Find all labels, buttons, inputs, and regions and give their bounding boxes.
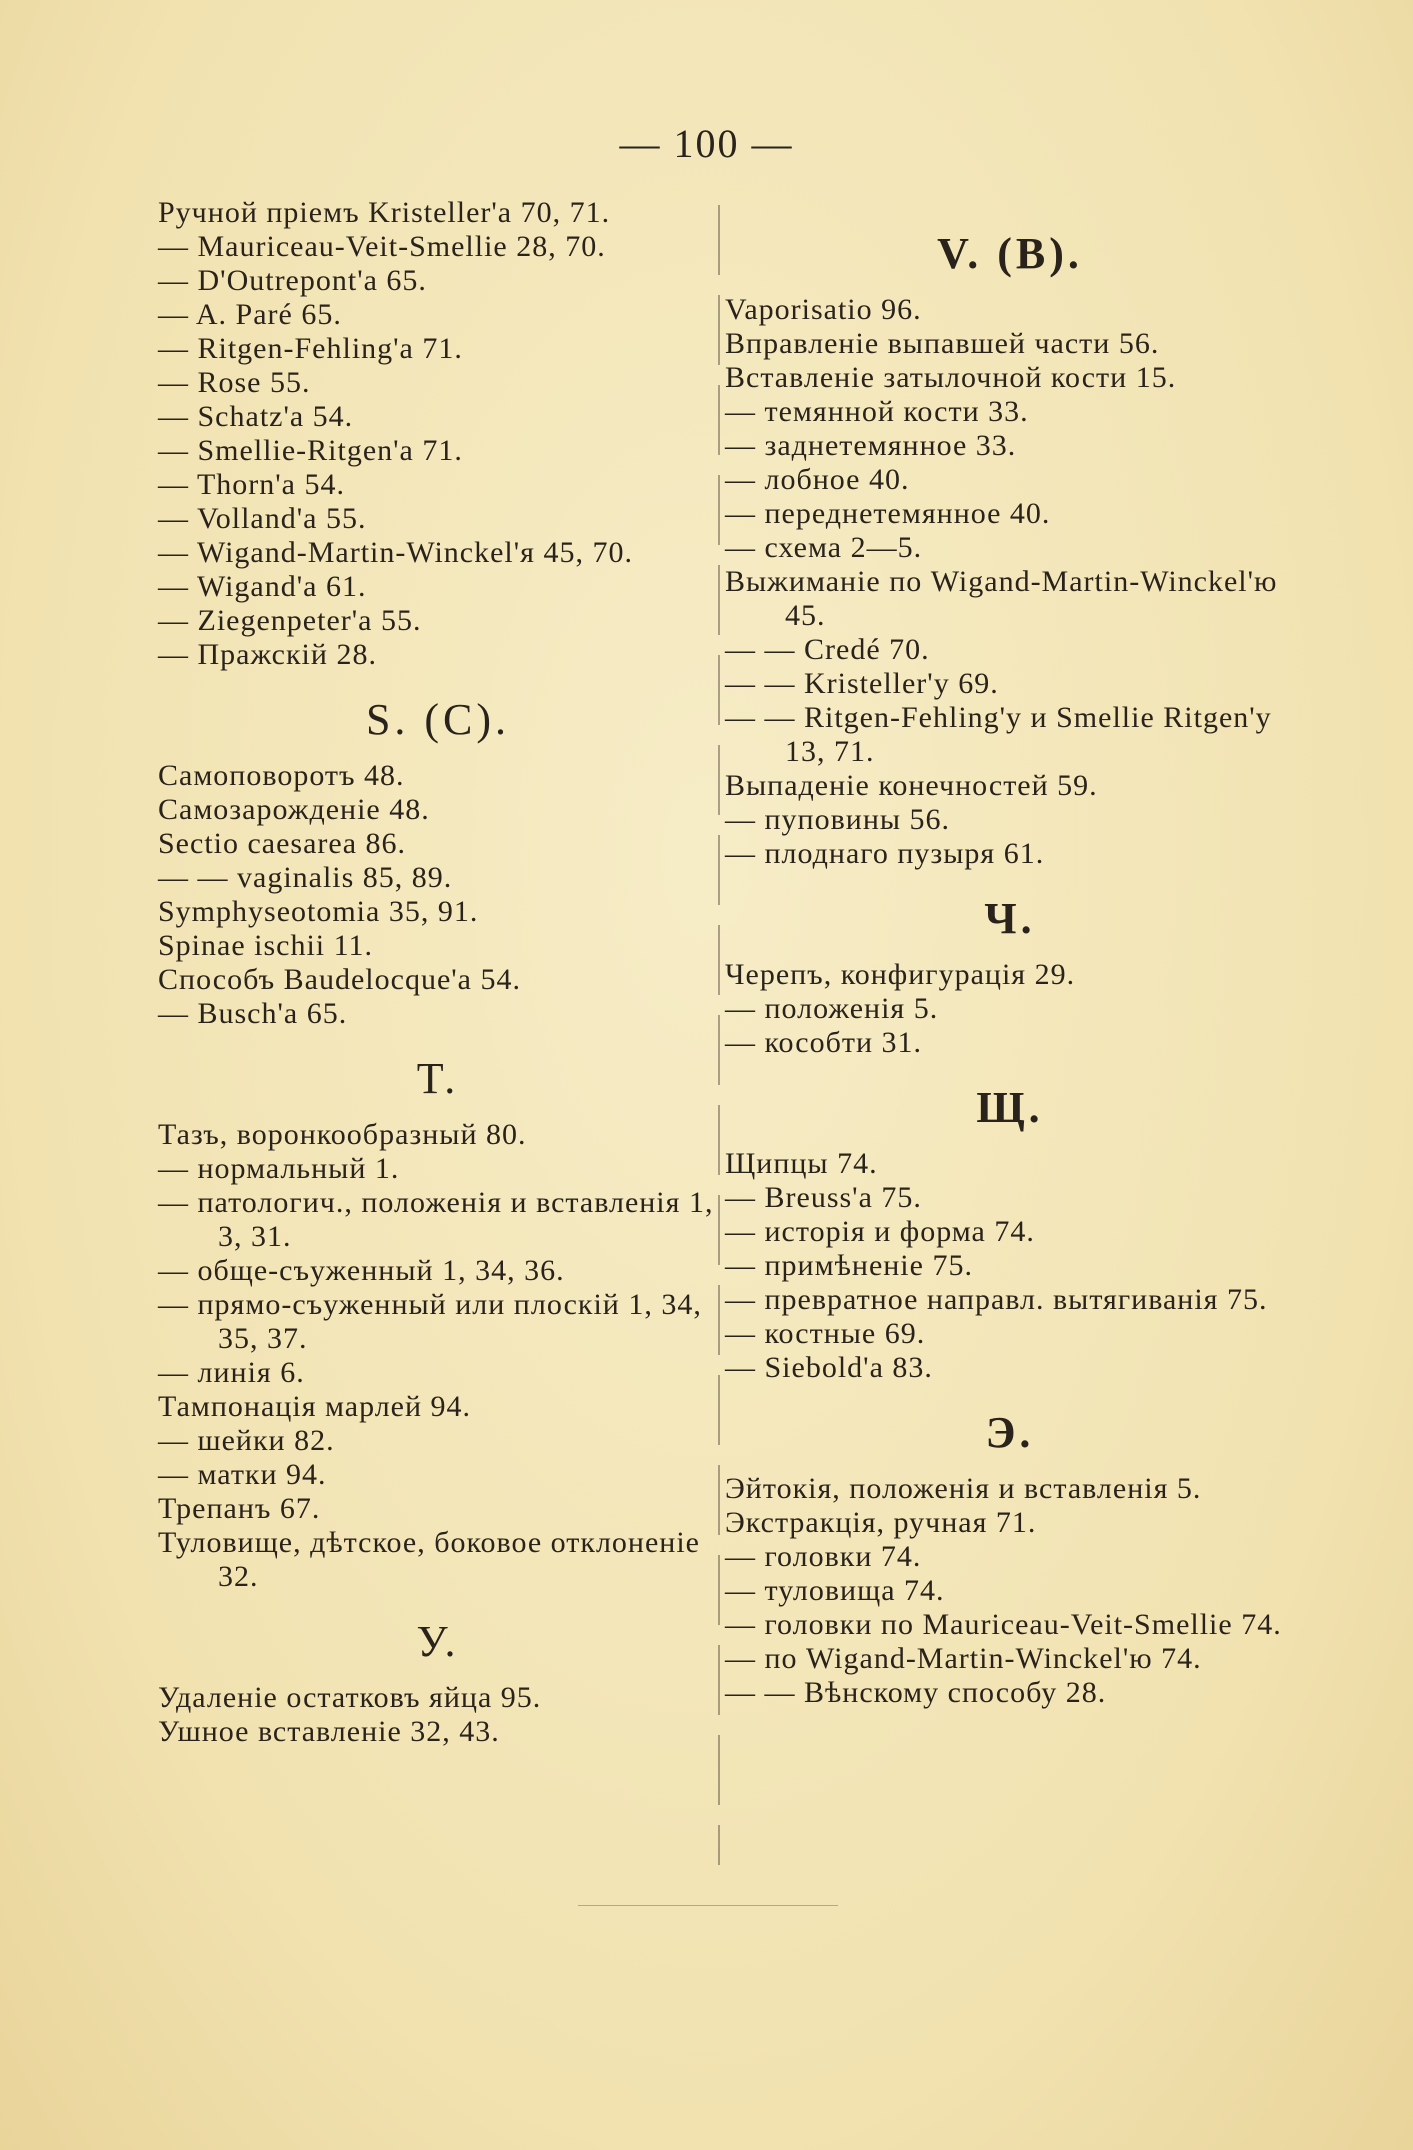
index-entry: — темянной кости 33. (725, 395, 1029, 428)
index-entry: Самоповоротъ 48. (158, 759, 405, 792)
index-entry: Тампонація марлей 94. (158, 1390, 472, 1423)
index-entry: Выпаденіе конечностей 59. (725, 769, 1098, 802)
index-entry: Symphyseotomia 35, 91. (158, 895, 479, 928)
index-entry: — — Credé 70. (725, 633, 930, 666)
bottom-rule (578, 1905, 838, 1906)
index-entry: Экстракція, ручная 71. (725, 1506, 1037, 1539)
index-entry: — Busch'a 65. (158, 997, 348, 1030)
index-entry: Ручной пріемъ Kristeller'a 70, 71. (158, 196, 611, 229)
index-entry: — A. Paré 65. (158, 298, 342, 331)
index-entry: Способъ Baudelocque'a 54. (158, 963, 521, 996)
index-entry: — линія 6. (158, 1356, 305, 1389)
index-entry: — туловища 74. (725, 1574, 945, 1607)
index-entry: Черепъ, конфигурація 29. (725, 958, 1076, 991)
index-entry: Туловище, дѣтское, боковое отклоненіе 32. (158, 1526, 700, 1593)
page-number: — 100 — (619, 121, 794, 166)
index-entry: — Breuss'a 75. (725, 1181, 922, 1214)
index-entry: — примѣненіе 75. (725, 1249, 973, 1282)
section-heading: S. (C). (365, 695, 511, 744)
index-entry: — Mauriceau-Veit-Smellie 28, 70. (158, 230, 606, 263)
section-heading: V. (B). (937, 229, 1083, 278)
index-entry: — Rose 55. (158, 366, 311, 399)
index-entry: — патологич., положенія и вставленія 1, 3, 31. (158, 1186, 714, 1253)
index-entry: Щипцы 74. (725, 1147, 878, 1180)
index-entry: Трепанъ 67. (158, 1492, 321, 1525)
index-entry: — Smellie-Ritgen'a 71. (158, 434, 463, 467)
left-column (158, 196, 718, 1749)
index-entry: Vaporisatio 96. (725, 293, 922, 326)
index-entry: — пуповины 56. (725, 803, 951, 836)
index-entry: — головки 74. (725, 1540, 922, 1573)
index-entry: — Schatz'a 54. (158, 400, 354, 433)
index-entry: — костные 69. (725, 1317, 926, 1350)
index-entry: — — vaginalis 85, 89. (158, 861, 453, 894)
index-entry: — Ritgen-Fehling'a 71. (158, 332, 463, 365)
index-entry: — головки по Mauriceau-Veit-Smellie 74. (725, 1608, 1282, 1641)
index-entry: — по Wigand-Martin-Winckel'ю 74. (725, 1642, 1202, 1675)
index-entry: — Ziegenpeter'a 55. (158, 604, 422, 637)
index-entry: Ушное вставленіе 32, 43. (158, 1715, 500, 1748)
index-entry: Эйтокія, положенія и вставленія 5. (725, 1472, 1202, 1505)
index-entry: — нормальный 1. (158, 1152, 400, 1185)
index-entry: Sectio caesarea 86. (158, 827, 407, 860)
index-entry: — Wigand-Martin-Winckel'я 45, 70. (158, 536, 633, 569)
index-entry: Тазъ, воронкообразный 80. (158, 1118, 527, 1151)
section-heading: Щ. (976, 1083, 1044, 1132)
index-entry: — положенія 5. (725, 992, 939, 1025)
index-entry: — лобное 40. (725, 463, 910, 496)
section-heading: T. (416, 1054, 460, 1103)
index-entry: — прямо-съуженный или плоскій 1, 34, 35, 37. (158, 1288, 702, 1355)
section-heading: У. (416, 1617, 460, 1666)
index-entry: — D'Outrepont'a 65. (158, 264, 427, 297)
index-entry: — матки 94. (158, 1458, 327, 1491)
index-entry: — — Ritgen-Fehling'у и Smellie Ritgen'у 13, 71. (725, 701, 1272, 768)
index-entry: — — Вѣнскому способу 28. (725, 1676, 1107, 1709)
index-entry: — шейки 82. (158, 1424, 335, 1457)
right-column (725, 196, 1295, 1710)
index-entry: — плоднаго пузыря 61. (725, 837, 1045, 870)
index-entry: — Wigand'a 61. (158, 570, 367, 603)
index-entry: — кособти 31. (725, 1026, 923, 1059)
index-entry: — превратное направл. вытягиванія 75. (725, 1283, 1268, 1316)
index-entry: Вставленіе затылочной кости 15. (725, 361, 1177, 394)
index-entry: Вправленіе выпавшей части 56. (725, 327, 1160, 360)
index-entry: — Volland'a 55. (158, 502, 367, 535)
index-entry: — Thorn'a 54. (158, 468, 345, 501)
index-entry: Выжиманіе по Wigand-Martin-Winckel'ю 45. (725, 565, 1278, 632)
index-entry: — Siebold'a 83. (725, 1351, 933, 1384)
index-entry: — схема 2—5. (725, 531, 923, 564)
index-entry: — заднетемянное 33. (725, 429, 1017, 462)
index-entry: — обще-съуженный 1, 34, 36. (158, 1254, 565, 1287)
section-heading: Э. (985, 1408, 1035, 1457)
index-entry: — переднетемянное 40. (725, 497, 1051, 530)
index-entry: — исторія и форма 74. (725, 1215, 1035, 1248)
index-entry: — — Kristeller'у 69. (725, 667, 999, 700)
index-entry: — Пражскій 28. (158, 638, 377, 671)
section-heading: Ч. (984, 894, 1036, 943)
index-entry: Удаленіе остатковъ яйца 95. (158, 1681, 542, 1714)
index-entry: Spinae ischii 11. (158, 929, 374, 962)
column-divider (718, 205, 720, 1865)
index-entry: Самозарожденіе 48. (158, 793, 430, 826)
